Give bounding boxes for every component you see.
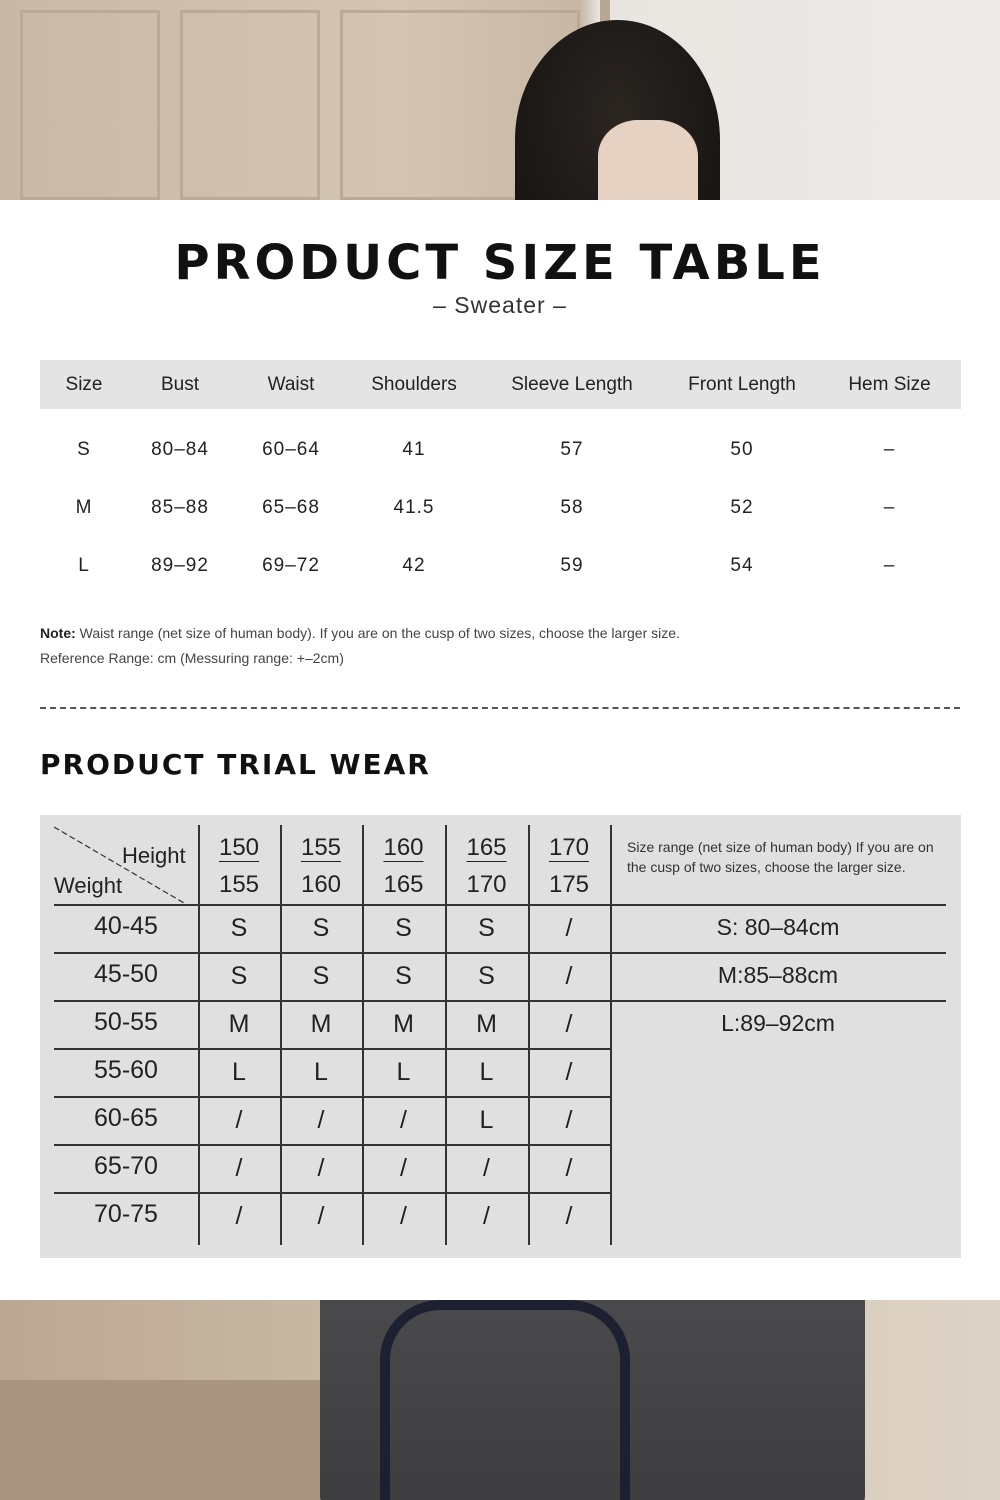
- model-photo-bottom: [0, 1300, 1000, 1500]
- table-cell: 59: [560, 555, 584, 576]
- trial-wear-title: PRODUCT TRIAL WEAR: [40, 748, 431, 781]
- height-to: 170: [466, 871, 507, 898]
- size-recommendation-cell: /: [565, 1154, 573, 1182]
- size-recommendation-cell: /: [235, 1202, 243, 1230]
- table-cell: 54: [730, 555, 754, 576]
- size-recommendation-cell: L: [396, 1058, 411, 1086]
- column-header: Waist: [232, 360, 350, 409]
- weight-range-label: 50-55: [94, 1008, 158, 1036]
- size-recommendation-cell: L: [232, 1058, 246, 1086]
- size-recommendation-cell: M: [393, 1010, 414, 1038]
- size-recommendation-cell: S: [230, 914, 248, 942]
- weight-range-label: 65-70: [94, 1152, 158, 1180]
- height-range-header: [445, 829, 528, 903]
- table-cell: –: [883, 497, 896, 518]
- size-recommendation-cell: S: [478, 962, 495, 990]
- table-cell: 52: [730, 497, 754, 518]
- height-range-header: [280, 829, 362, 903]
- size-recommendation-cell: M: [476, 1010, 497, 1038]
- height-from: 150: [218, 834, 260, 861]
- size-recommendation-cell: /: [565, 1106, 573, 1134]
- grid-horizontal-line: [54, 1144, 610, 1146]
- height-range-header: [528, 829, 610, 903]
- table-cell: 60–64: [262, 439, 320, 460]
- size-range-value: M:85–88cm: [717, 962, 839, 988]
- height-from: 165: [466, 834, 507, 861]
- size-recommendation-cell: /: [235, 1154, 243, 1182]
- size-range-value: L:89–92cm: [721, 1010, 835, 1036]
- size-recommendation-cell: S: [395, 962, 412, 990]
- table-cell: –: [883, 555, 896, 576]
- column-header: Shoulders: [350, 360, 478, 409]
- height-to: 165: [383, 871, 424, 898]
- size-recommendation-cell: S: [395, 914, 412, 942]
- size-recommendation-cell: /: [400, 1106, 407, 1134]
- size-recommendation-cell: M: [310, 1010, 332, 1038]
- height-to: 175: [548, 871, 590, 898]
- grid-horizontal-line: [54, 1048, 610, 1050]
- table-cell: M: [75, 497, 93, 518]
- grid-horizontal-line: [54, 1096, 610, 1098]
- table-cell: 89–92: [151, 555, 209, 576]
- size-recommendation-cell: S: [478, 914, 495, 942]
- table-row: [40, 479, 961, 537]
- weight-range-label: 70-75: [94, 1200, 158, 1228]
- weight-axis-label: Weight: [54, 873, 123, 898]
- height-axis-label: Height: [122, 843, 186, 868]
- size-recommendation-cell: /: [483, 1154, 490, 1182]
- size-recommendation-cell: L: [479, 1058, 494, 1086]
- size-recommendation-cell: /: [400, 1202, 407, 1230]
- size-recommendation-cell: /: [235, 1106, 243, 1134]
- column-header: Bust: [128, 360, 232, 409]
- grid-horizontal-line: [54, 904, 946, 906]
- size-recommendation-cell: S: [312, 962, 330, 990]
- table-cell: 41.5: [393, 497, 435, 518]
- weight-range-label: 45-50: [94, 960, 158, 988]
- table-cell: 58: [560, 497, 584, 518]
- weight-range-label: 60-65: [94, 1104, 158, 1132]
- weight-range-label: 55-60: [94, 1056, 158, 1084]
- height-from: 155: [300, 834, 342, 861]
- trial-wear-table: [40, 815, 961, 1258]
- column-header: Size: [40, 360, 128, 409]
- table-cell: S: [77, 439, 91, 460]
- size-chart-card: [0, 200, 1000, 1300]
- weight-range-label: 40-45: [94, 912, 158, 940]
- size-recommendation-cell: L: [314, 1058, 328, 1086]
- column-header: Hem Size: [818, 360, 961, 409]
- size-recommendation-cell: /: [400, 1154, 407, 1182]
- table-cell: 65–68: [262, 497, 320, 518]
- grid-horizontal-line: [54, 952, 946, 954]
- table-cell: –: [883, 439, 896, 460]
- product-subtitle: – Sweater –: [433, 292, 567, 318]
- size-recommendation-cell: S: [230, 962, 248, 990]
- size-recommendation-cell: /: [483, 1202, 490, 1230]
- table-cell: 42: [402, 555, 426, 576]
- size-recommendation-cell: /: [317, 1106, 325, 1134]
- table-cell: L: [78, 555, 90, 576]
- model-photo-top: [0, 0, 1000, 200]
- dashed-divider: [40, 707, 960, 709]
- note-label: Note:: [40, 625, 76, 641]
- column-header: Front Length: [666, 360, 818, 409]
- note-text: Waist range (net size of human body). If you are on the cusp of two sizes, choose the larger size.: [75, 625, 680, 641]
- column-header: Sleeve Length: [478, 360, 666, 409]
- note-line: [40, 625, 680, 641]
- table-cell: 85–88: [151, 497, 209, 518]
- size-range-note: Size range (net size of human body) If you are on the cusp of two sizes, choose the larger size.: [627, 839, 934, 875]
- size-recommendation-cell: /: [565, 1010, 573, 1038]
- table-cell: 57: [560, 439, 584, 460]
- size-recommendation-cell: L: [479, 1106, 494, 1134]
- table-cell: 80–84: [151, 439, 209, 460]
- page-title: PRODUCT SIZE TABLE: [174, 235, 826, 291]
- size-recommendation-cell: /: [317, 1154, 325, 1182]
- size-table-header: [40, 360, 961, 409]
- height-from: 170: [548, 834, 590, 861]
- height-to: 155: [218, 871, 260, 898]
- size-recommendation-cell: M: [228, 1010, 250, 1038]
- size-recommendation-cell: /: [565, 1202, 573, 1230]
- height-range-header: [198, 829, 280, 903]
- table-cell: 69–72: [262, 555, 320, 576]
- table-cell: 50: [730, 439, 754, 460]
- reference-range-note: Reference Range: cm (Messuring range: +–2cm): [40, 650, 344, 666]
- table-cell: 41: [402, 439, 426, 460]
- table-row: [40, 537, 961, 595]
- size-range-value: S: 80–84cm: [716, 914, 840, 940]
- size-recommendation-cell: /: [565, 914, 573, 942]
- table-row: [40, 421, 961, 479]
- size-recommendation-cell: /: [317, 1202, 325, 1230]
- height-from: 160: [383, 834, 424, 861]
- size-recommendation-cell: S: [312, 914, 330, 942]
- size-recommendation-cell: /: [565, 962, 573, 990]
- size-recommendation-cell: /: [565, 1058, 573, 1086]
- grid-horizontal-line: [54, 1192, 610, 1194]
- product-size-table: [40, 360, 961, 595]
- grid-horizontal-line: [54, 1000, 946, 1002]
- height-range-header: [362, 829, 445, 903]
- height-to: 160: [300, 871, 342, 898]
